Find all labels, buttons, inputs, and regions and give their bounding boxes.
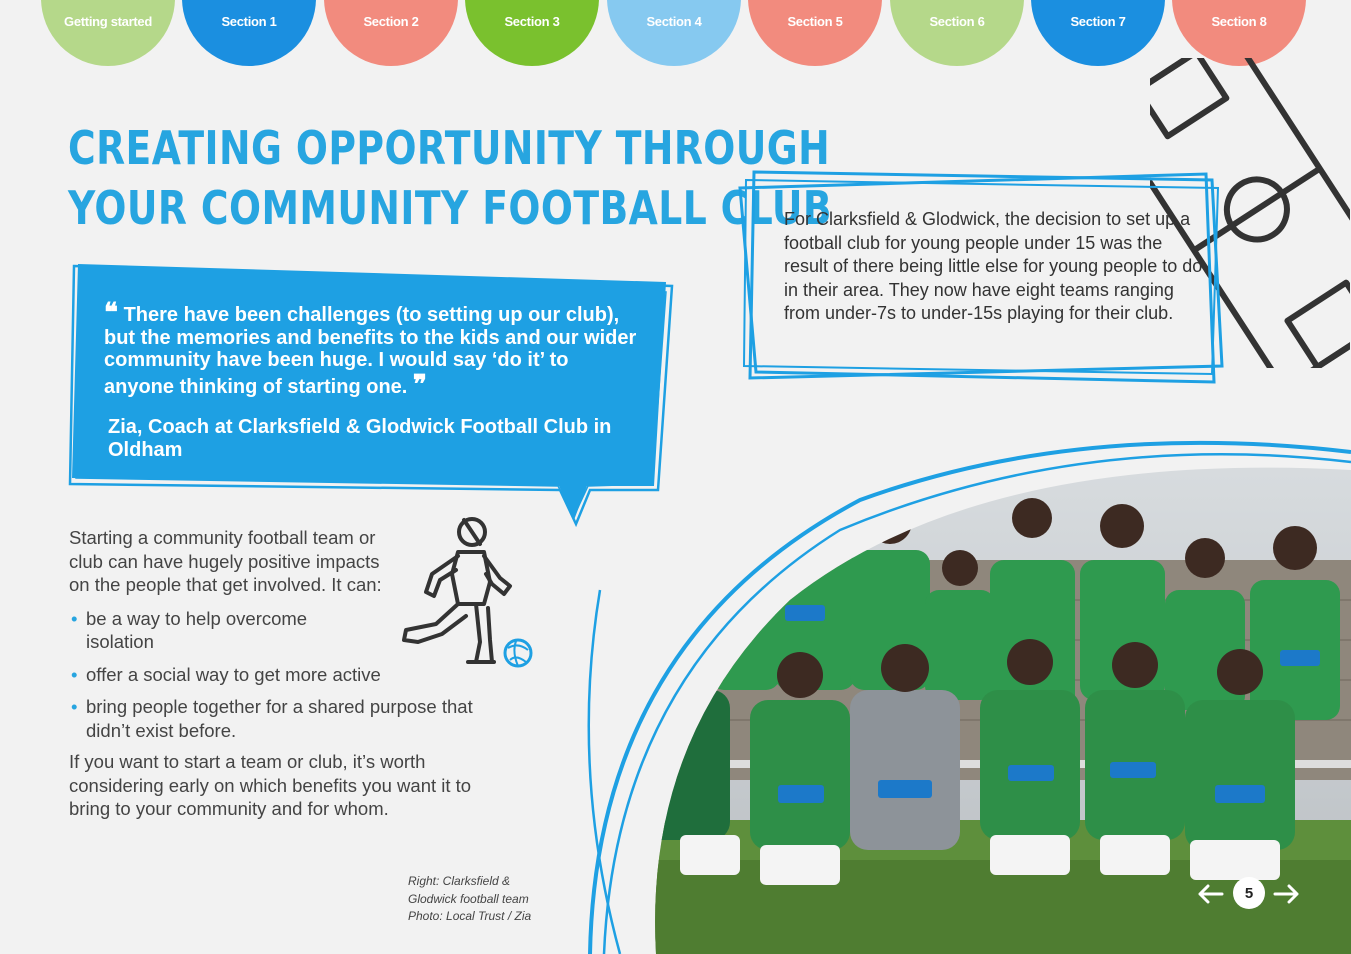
close-quote-icon: ❞ xyxy=(412,369,427,400)
page-title xyxy=(68,118,833,238)
tab-getting-started[interactable]: Getting started xyxy=(41,0,175,66)
team-photo xyxy=(560,440,1351,954)
tab-section-6[interactable]: Section 6 xyxy=(890,0,1024,66)
body-text xyxy=(69,526,499,821)
list-item: • bring people together for a shared purpose that didn’t exist before. xyxy=(69,695,499,742)
next-arrow-icon[interactable] xyxy=(1271,882,1301,906)
tab-section-2[interactable]: Section 2 xyxy=(324,0,458,66)
title-line-1: CREATING OPPORTUNITY THROUGH xyxy=(68,121,831,175)
tab-section-3[interactable]: Section 3 xyxy=(465,0,599,66)
body-outro: If you want to start a team or club, it’s worth considering early on which benefits you want it to bring to your community and for whom. xyxy=(69,751,472,819)
info-box xyxy=(736,168,1234,386)
section-nav xyxy=(0,0,1351,70)
info-text: For Clarksfield & Glodwick, the decision to set up a football club for young people under 15 was the result of there being little else for young people to do in their area. They now have eight teams ranging from under-7s to under-15s playing for their club. xyxy=(784,209,1203,323)
quote-text: ❝ There have been challenges (to setting up our club), but the memories and benefits to the kids and our wider community have been huge. I would say ‘do it’ to anyone thinking of starting one. ❞ xyxy=(104,298,637,400)
tab-section-5[interactable]: Section 5 xyxy=(748,0,882,66)
tab-section-8[interactable]: Section 8 xyxy=(1172,0,1306,66)
quote-attribution: Zia, Coach at Clarksfield & Glodwick Football Club in Oldham xyxy=(108,416,612,461)
ball-icon xyxy=(505,640,531,666)
page-number: 5 xyxy=(1233,877,1265,909)
open-quote-icon: ❝ xyxy=(104,298,118,328)
list-item: • offer a social way to get more active xyxy=(69,663,499,687)
list-item: • be a way to help overcome isolation xyxy=(69,607,359,654)
photo-caption: Right: Clarksfield & Glodwick football team Photo: Local Trust / Zia xyxy=(408,874,532,923)
prev-arrow-icon[interactable] xyxy=(1196,882,1226,906)
tab-section-1[interactable]: Section 1 xyxy=(182,0,316,66)
benefits-list xyxy=(69,607,499,743)
tab-section-7[interactable]: Section 7 xyxy=(1031,0,1165,66)
tab-section-4[interactable]: Section 4 xyxy=(607,0,741,66)
body-intro: Starting a community football team or club can have hugely positive impacts on the people that get involved. It can: xyxy=(69,527,382,595)
title-line-2: YOUR COMMUNITY FOOTBALL CLUB xyxy=(68,181,833,235)
